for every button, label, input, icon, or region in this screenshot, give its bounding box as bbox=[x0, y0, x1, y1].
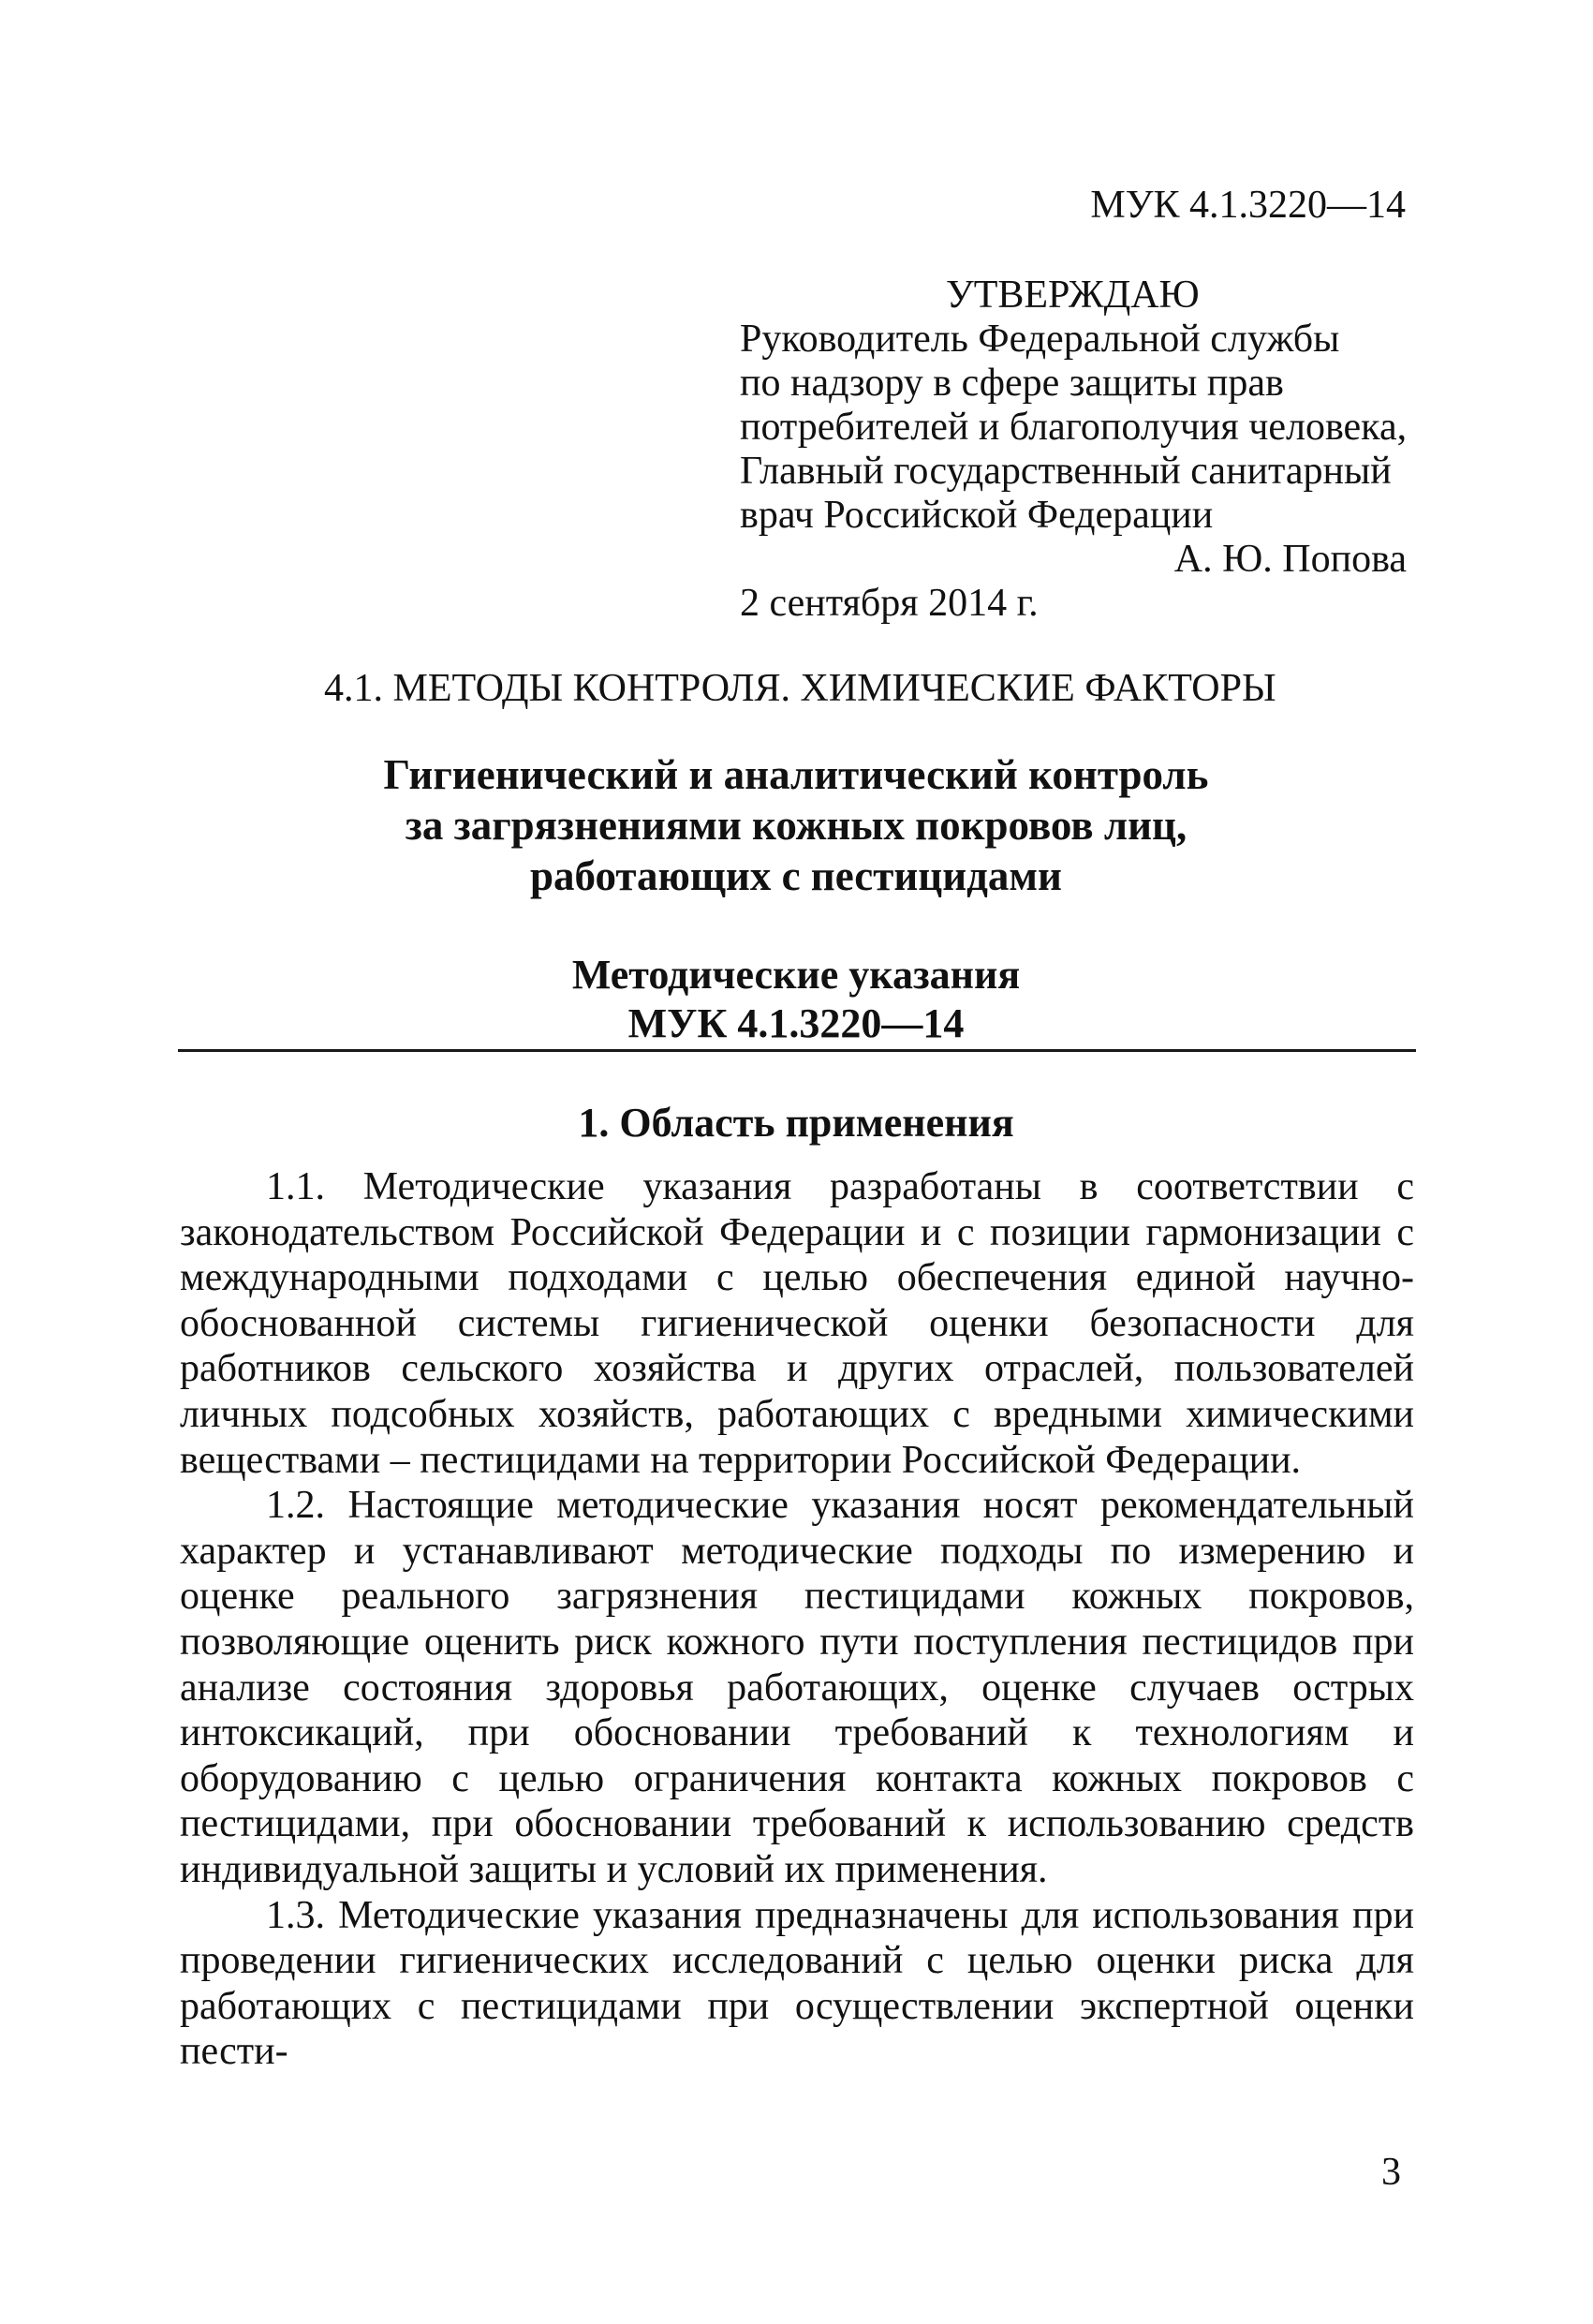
section-title: 1. Область применения bbox=[578, 1100, 1014, 1146]
document-type bbox=[178, 951, 1414, 1048]
section-body bbox=[180, 1164, 1414, 2075]
approval-title: УТВЕРЖДАЮ bbox=[946, 274, 1200, 317]
section-heading: 4.1. МЕТОДЫ КОНТРОЛЯ. ХИМИЧЕСКИЕ ФАКТОРЫ bbox=[324, 667, 1276, 710]
approval-block bbox=[740, 274, 1414, 626]
paragraph: 1.3. Методические указания предназначены для использования при проведении гигиенических исследований с целью оценки риска для работающих с пестицидами при осуществлении экспертной оценки пести- bbox=[180, 1893, 1414, 2074]
approval-line: потребителей и благополучия человека, bbox=[740, 406, 1408, 449]
page-number: 3 bbox=[1381, 2151, 1401, 2194]
horizontal-rule bbox=[178, 1049, 1416, 1052]
document-title-line: за загрязнениями кожных покровов лиц, bbox=[405, 802, 1187, 849]
document-type-code: МУК 4.1.3220—14 bbox=[627, 1000, 965, 1046]
document-title bbox=[178, 749, 1414, 901]
document-type-label: Методические указания bbox=[571, 952, 1021, 998]
approval-date: 2 сентября 2014 г. bbox=[740, 582, 1039, 625]
approval-line: врач Российской Федерации bbox=[740, 494, 1214, 537]
approval-line: Главный государственный санитарный bbox=[740, 450, 1392, 493]
approval-line: по надзору в сфере защиты прав bbox=[740, 362, 1284, 405]
document-title-line: Гигиенический и аналитический контроль bbox=[383, 751, 1209, 798]
document-title-line: работающих с пестицидами bbox=[530, 852, 1062, 899]
document-code: МУК 4.1.3220—14 bbox=[1090, 184, 1406, 227]
paragraph: 1.2. Настоящие методические указания носят рекомендательный характер и устанавливают методические подходы по измерению и оценке реального загрязнения пестицидами кожных покровов, позволяющие оценить риск кожного пути поступления пестицидов при анализе состояния здоровья работающих, оценке случаев острых интоксикаций, при обосновании требований к технологиям и оборудованию с целью ограничения контакта кожных покровов с пестицидами, при обосновании требований к использованию средств индивидуальной защиты и условий их применения. bbox=[180, 1484, 1414, 1891]
approval-signatory: А. Ю. Попова bbox=[1173, 538, 1407, 581]
approval-line: Руководитель Федеральной службы bbox=[740, 318, 1340, 361]
paragraph: 1.1. Методические указания разработаны в соответствии с законодательством Российской Федерации и с позиции гармонизации с международными подходами с целью обеспечения единой научно-обоснованной системы гигиенической оценки безопасности для работников сельского хозяйства и других отраслей, пользователей личных подсобных хозяйств, работающих с вредными химическими веществами – пестицидами на территории Российской Федерации. bbox=[180, 1165, 1414, 1482]
